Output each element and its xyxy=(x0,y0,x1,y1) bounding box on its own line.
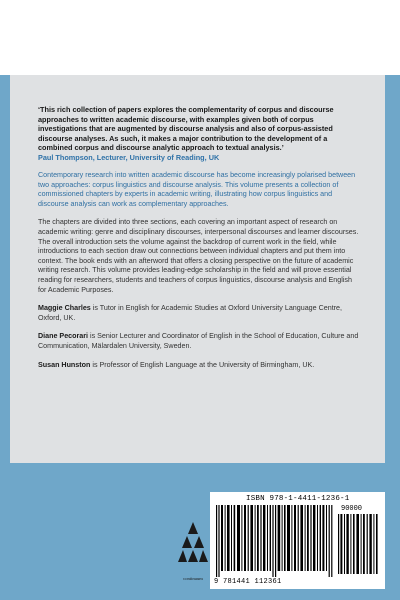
author-bio-text: is Tutor in English for Academic Studies at Oxford University Language Centre, Oxford, UK. xyxy=(38,304,343,322)
quote-text: ‘This rich collection of papers explores the complementarity of corpus and discourse approaches to written academic discourse, with examples given both of corpus investigations that are augmented by discourse analysis and also of corpus-assisted discourse analyses. As such, it makes a major contribution to the development of a combined corpus and discourse analytic approach to textual analysis.’ xyxy=(38,105,334,152)
author-name: Maggie Charles xyxy=(38,304,91,313)
author-name: Diane Pecorari xyxy=(38,332,89,341)
author-bio-text: is Senior Lecturer and Coordinator of English in the School of Education, Culture and Communication, Mälardalen University, Sweden. xyxy=(38,332,359,350)
author-bio xyxy=(38,332,360,351)
ean-digits: 9 781441 112361 xyxy=(214,578,282,586)
isbn-label: ISBN 978-1-4411-1236-1 xyxy=(246,495,350,503)
ean-barcode-bars xyxy=(216,505,336,577)
isbn-barcode xyxy=(210,492,385,589)
description-paragraph-1: Contemporary research into written academic discourse has become increasingly polarised between two approaches: corpus linguistics and discourse analysis. This volume presents a collection of commissioned chapters by experts in academic writing, illustrating how corpus linguistics and discourse analysis can work as complementary approaches. xyxy=(38,171,356,208)
continuum-tree-logo-icon xyxy=(178,520,208,576)
description-paragraph-2: The chapters are divided into three sections, each covering an important aspect of research on academic writing: genre and disciplinary discourses, interpersonal discourses and learner discourses. The overall introduction sets the volume against the backdrop of current work in the field, while introductions to each section draw out connections between individual chapters and put them into context. The book ends with an afterword that offers a closing perspective on the future of academic writing research. This volume provides leading-edge scholarship in the field and will prove essential reading for researchers, students and teachers of corpus linguistics, discourse analysis and English for Academic Purposes. xyxy=(38,218,359,294)
blurb-content xyxy=(38,105,360,379)
author-bio xyxy=(38,304,360,323)
top-white-band xyxy=(0,0,400,75)
quote-attribution: Paul Thompson, Lecturer, University of Reading, UK xyxy=(38,152,220,162)
price-code: 90000 xyxy=(341,505,363,513)
author-name: Susan Hunston xyxy=(38,360,91,369)
price-addon-bars xyxy=(338,514,380,574)
publisher-name: continuum xyxy=(183,576,203,581)
endorsement-quote xyxy=(38,105,360,162)
author-bio-text: is Professor of English Language at the University of Birmingham, UK. xyxy=(90,360,315,369)
author-bio xyxy=(38,361,360,371)
